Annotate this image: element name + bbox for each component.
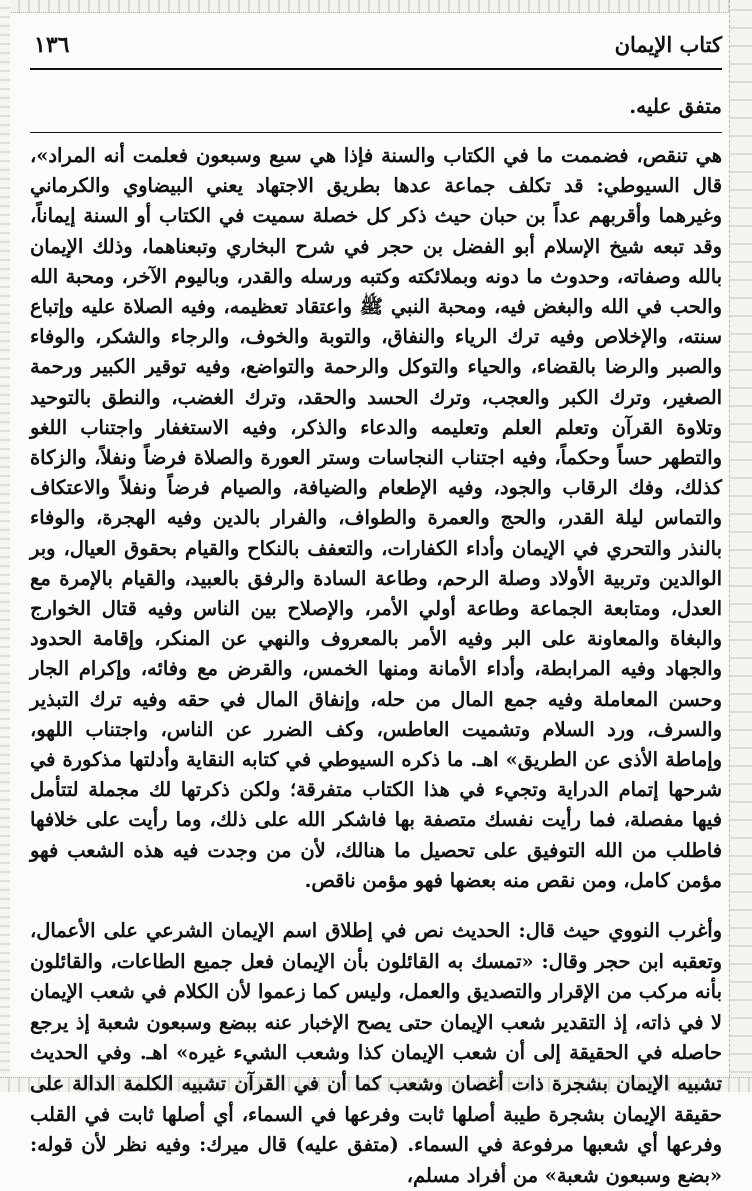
- page-number: ١٣٦: [34, 32, 70, 58]
- book-title: كتاب الإيمان: [614, 32, 722, 57]
- page-border-top: [0, 0, 752, 13]
- footnote-separator: [30, 132, 722, 133]
- footnote-paragraph-1: هي تنقص، فضممت ما في الكتاب والسنة فإذا هي سبع وسبعون فعلمت أنه المراد»، قال السيوطي: قد تكلف جماعة عدها بطريق الاجتهاد يعني البيضاوي والكرماني وغيرهما وأقربهم عداً بن حبان حيث ذكر كل خصلة سميت في الكتاب أو السنة إيماناً، وقد تبعه شيخ الإسلام أبو الفضل بن حجر في شرح البخاري وتبعناهما، وذلك الإيمان بالله وصفاته، وحدوث ما دونه وبملائكته وكتبه ورسله والقدر، وباليوم الآخر، ومحبة الله والحب في الله والبغض فيه، ومحبة النبي ﷺ واعتقاد تعظيمه، وفيه الصلاة عليه وإتباع سنته، والإخلاص وفيه ترك الرياء والنفاق، والتوبة والخوف، والرجاء والشكر، والوفاء والصبر والرضا بالقضاء، والحياء والتوكل والرحمة والتواضع، وفيه توقير الكبير ورحمة الصغير، وترك الكبر والعجب، وترك الحسد والحقد، وترك الغضب، والنطق بالتوحيد وتلاوة القرآن وتعلم العلم وتعليمه والدعاء والذكر، وفيه الاستغفار واجتناب اللغو والتطهر حساً وحكماً، وفيه اجتناب النجاسات وستر العورة والصلاة فرضاً ونفلاً، والزكاة كذلك، وفك الرقاب والجود، وفيه الإطعام والضيافة، والصيام فرضاً ونفلاً والاعتكاف والتماس ليلة القدر، والحج والعمرة والطواف، والفرار بالدين وفيه الهجرة، والوفاء بالنذر والتحري في الإيمان وأداء الكفارات، والتعفف بالنكاح والقيام بحقوق العيال، وبر الوالدين وتربية الأولاد وصلة الرحم، وطاعة السادة والرفق بالعبيد، والقيام بالإمرة مع العدل، ومتابعة الجماعة وطاعة أولي الأمر، والإصلاح بين الناس وفيه قتال الخوارج والبغاة والمعاونة على البر وفيه الأمر بالمعروف والنهي عن المنكر، وإقامة الحدود والجهاد وفيه المرابطة، وأداء الأمانة ومنها الخمس، والقرض مع وفائه، وإكرام الجار وحسن المعاملة وفيه جمع المال من حله، وإنفاق المال في حقه وفيه ترك التبذير والسرف، ورد السلام وتشميت العاطس، وكف الضرر عن الناس، واجتناب اللهو، وإماطة الأذى عن الطريق» اهـ. ما ذكره السيوطي في كتابه النقاية وأدلتها مذكورة في شرحها إتمام الدراية وتجيء في هذا الكتاب متفرقة؛ ولكن ذكرتها لك مجملة لتتأمل فيها مفصلة، فما رأيت نفسك متصفة بها فاشكر الله على ذلك، وما رأيت على خلافها فاطلب من الله التوفيق على تحصيل ما هنالك، لأن من وجدت فيه هذه الشعب فهو مؤمن كامل، ومن نقص منه بعضها فهو مؤمن ناقص.: [30, 144, 722, 892]
- footnote-paragraph-2: وأغرب النووي حيث قال: الحديث نص في إطلاق اسم الإيمان الشرعي على الأعمال، وتعقبه ابن حجر وقال: «تمسك به القائلون بأن الإيمان فعل جميع الطاعات، والقائلون بأنه مركب من الإقرار والتصديق والعمل، وليس كما زعموا لأن الكلام في شعب الإيمان لا في ذاته، إذ التقدير شعب الإيمان حتى يصح الإخبار عنه ببضع وسبعون شعبة إذ يرجع حاصله في الحقيقة إلى أن شعب الإيمان كذا وشعب الشيء غيره» اهـ. وفي الحديث تشبيه الإيمان بشجرة ذات أغصان وشعب كما أن في القرآن تشبيه الكلمة الدالة على حقيقة الإيمان بشجرة طيبة أصلها ثابت وفرعها في السماء، أي أصلها ثابت في القلب وفرعها أي شعبها مرفوعة في السماء. (متفق عليه) قال ميرك: وفيه نظر لأن قوله: «بضع وسبعون شعبة» من أفراد مسلم،: [30, 919, 722, 1187]
- footnote-block-2: [30, 916, 722, 1191]
- page-content: [30, 28, 722, 1191]
- main-text: متفق عليه.: [629, 94, 722, 118]
- footnote-block-1: [30, 141, 722, 896]
- page-header: [30, 28, 722, 70]
- page-border-right: [729, 0, 752, 1092]
- page-border-left: [0, 0, 10, 1092]
